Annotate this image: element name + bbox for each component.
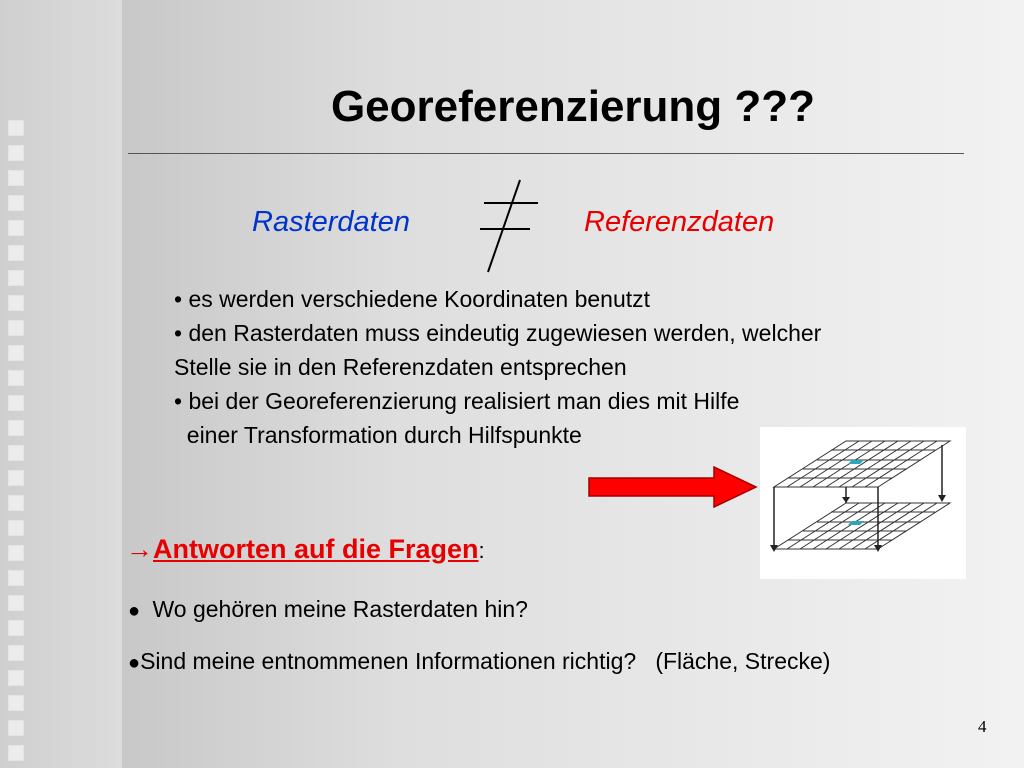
raster-data-label: Rasterdaten <box>252 206 410 238</box>
decorative-square <box>8 370 24 386</box>
reference-data-label: Referenzdaten <box>584 206 775 238</box>
right-arrow-icon: → <box>126 534 153 564</box>
bullet-dot-icon: ● <box>128 600 141 622</box>
decorative-square <box>8 470 24 486</box>
answers-heading <box>126 534 485 565</box>
decorative-square <box>8 495 24 511</box>
decorative-square <box>8 170 24 186</box>
decorative-square <box>8 295 24 311</box>
title-divider <box>128 153 964 154</box>
bullet-dot-icon: ● <box>128 652 141 674</box>
bullet-list <box>174 282 821 452</box>
slide-title: Georeferenzierung ??? <box>330 82 816 131</box>
bullet-line: einer Transformation durch Hilfspunkte <box>174 422 582 448</box>
answers-colon: : <box>478 538 485 563</box>
decorative-square <box>8 195 24 211</box>
bullet-line: • den Rasterdaten muss eindeutig zugewiesen werden, welcher <box>174 320 822 346</box>
decorative-squares <box>8 0 24 768</box>
bullet-line: Stelle sie in den Referenzdaten entsprechen <box>174 354 627 380</box>
decorative-square <box>8 270 24 286</box>
decorative-square <box>8 720 24 736</box>
page-number: 4 <box>978 717 987 736</box>
decorative-square <box>8 645 24 661</box>
decorative-square <box>8 595 24 611</box>
question-text: Sind meine entnommenen Informationen richtig? (Fläche, Strecke) <box>140 648 831 674</box>
decorative-square <box>8 245 24 261</box>
decorative-square <box>8 120 24 136</box>
decorative-square <box>8 670 24 686</box>
not-equal-icon <box>476 178 542 274</box>
decorative-square <box>8 745 24 761</box>
question-item <box>128 648 830 675</box>
decorative-square <box>8 695 24 711</box>
decorative-square <box>8 345 24 361</box>
bullet-line: • bei der Georeferenzierung realisiert man dies mit Hilfe <box>174 388 740 414</box>
decorative-square <box>8 395 24 411</box>
decorative-square <box>8 220 24 236</box>
decorative-square <box>8 520 24 536</box>
decorative-square <box>8 570 24 586</box>
answers-heading-link[interactable]: Antworten auf die Fragen <box>153 534 479 564</box>
decorative-square <box>8 445 24 461</box>
decorative-square <box>8 620 24 636</box>
decorative-square <box>8 420 24 436</box>
decorative-sidebar <box>0 0 122 768</box>
decorative-square <box>8 320 24 336</box>
question-item <box>128 596 528 623</box>
bullet-line: • es werden verschiedene Koordinaten benutzt <box>174 286 651 312</box>
right-arrow-icon <box>588 466 758 508</box>
layered-grid-diagram <box>760 427 966 579</box>
decorative-square <box>8 545 24 561</box>
question-text: Wo gehören meine Rasterdaten hin? <box>152 596 528 622</box>
decorative-square <box>8 145 24 161</box>
